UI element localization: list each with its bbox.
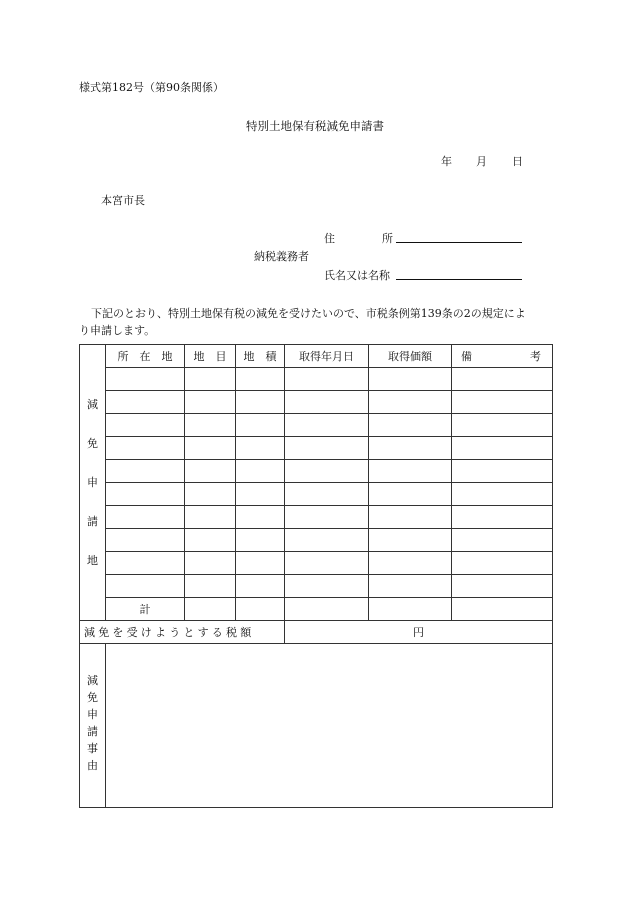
land-cell[interactable] (452, 506, 553, 529)
land-cell[interactable] (452, 460, 553, 483)
address-label-part-2: 所 (382, 232, 393, 245)
addressee: 本宮市長 (101, 194, 145, 207)
land-cell[interactable] (236, 368, 285, 391)
land-row (80, 506, 553, 529)
land-cell[interactable] (106, 391, 185, 414)
land-cell[interactable] (106, 368, 185, 391)
date-day-label: 日 (512, 155, 523, 168)
land-cell[interactable] (185, 483, 236, 506)
intro-text-line-2: り申請します。 (79, 324, 156, 337)
land-cell[interactable] (185, 575, 236, 598)
land-row (80, 460, 553, 483)
land-cell[interactable] (452, 529, 553, 552)
land-row (80, 575, 553, 598)
total-row (80, 598, 553, 621)
side-label-char: 減 (87, 398, 98, 411)
header-land-category: 地 目 (185, 345, 236, 368)
reason-field[interactable] (106, 644, 553, 808)
land-cell[interactable] (106, 460, 185, 483)
land-cell[interactable] (236, 391, 285, 414)
reason-label-cell (80, 644, 106, 808)
land-cell[interactable] (236, 414, 285, 437)
land-cell[interactable] (452, 552, 553, 575)
tax-amount-label: 減免を受けようとする税額 (80, 621, 285, 644)
land-cell[interactable] (236, 575, 285, 598)
land-cell[interactable] (185, 460, 236, 483)
form-number: 様式第182号（第90条関係） (79, 81, 224, 94)
land-cell[interactable] (106, 437, 185, 460)
land-cell[interactable] (285, 575, 369, 598)
land-cell[interactable] (369, 552, 452, 575)
land-cell[interactable] (236, 483, 285, 506)
header-remarks-part-2: 考 (530, 349, 541, 363)
date-month-label: 月 (476, 155, 487, 168)
header-remarks (452, 345, 553, 368)
total-cell[interactable] (452, 598, 553, 621)
land-cell[interactable] (369, 414, 452, 437)
land-row (80, 529, 553, 552)
land-cell[interactable] (369, 437, 452, 460)
land-cell[interactable] (185, 368, 236, 391)
land-cell[interactable] (369, 368, 452, 391)
intro-text-line-1: 下記のとおり、特別土地保有税の減免を受けたいので、市税条例第139条の2の規定によ (91, 307, 526, 320)
reason-label-char: 免 (87, 690, 98, 704)
land-row (80, 437, 553, 460)
address-label-part-1: 住 (324, 232, 335, 245)
land-cell[interactable] (452, 575, 553, 598)
reason-label-char: 由 (87, 758, 98, 772)
reason-label (80, 675, 105, 771)
header-acquisition-price: 取得価額 (369, 345, 452, 368)
reason-row (80, 644, 553, 808)
header-remarks-part-1: 備 (461, 349, 472, 363)
land-cell[interactable] (185, 414, 236, 437)
land-cell[interactable] (285, 391, 369, 414)
header-area: 地 積 (236, 345, 285, 368)
land-cell[interactable] (185, 391, 236, 414)
total-cell[interactable] (285, 598, 369, 621)
land-cell[interactable] (369, 460, 452, 483)
taxpayer-label: 納税義務者 (254, 250, 309, 263)
land-cell[interactable] (369, 529, 452, 552)
land-cell[interactable] (285, 460, 369, 483)
header-location: 所 在 地 (106, 345, 185, 368)
land-cell[interactable] (369, 506, 452, 529)
total-cell[interactable] (236, 598, 285, 621)
land-row (80, 368, 553, 391)
tax-amount-row (80, 621, 553, 644)
land-cell[interactable] (285, 368, 369, 391)
land-cell[interactable] (369, 483, 452, 506)
land-cell[interactable] (185, 437, 236, 460)
land-cell[interactable] (285, 414, 369, 437)
land-cell[interactable] (106, 483, 185, 506)
side-label-char: 請 (87, 515, 98, 528)
land-cell[interactable] (185, 529, 236, 552)
land-cell[interactable] (452, 368, 553, 391)
side-label-char: 地 (87, 554, 98, 567)
land-cell[interactable] (452, 391, 553, 414)
name-field[interactable] (396, 279, 522, 280)
application-table (79, 344, 553, 808)
land-cell[interactable] (236, 552, 285, 575)
header-row (80, 345, 553, 368)
land-cell[interactable] (236, 506, 285, 529)
header-acquisition-date: 取得年月日 (285, 345, 369, 368)
land-cell[interactable] (285, 506, 369, 529)
land-cell[interactable] (106, 552, 185, 575)
total-label: 計 (106, 598, 185, 621)
total-cell[interactable] (369, 598, 452, 621)
name-label: 氏名又は名称 (324, 269, 390, 282)
reason-label-char: 申 (87, 707, 98, 721)
reason-label-char: 事 (87, 741, 98, 755)
land-cell[interactable] (285, 483, 369, 506)
land-row (80, 414, 553, 437)
side-label-char: 免 (87, 437, 98, 450)
land-cell[interactable] (236, 460, 285, 483)
yen-unit: 円 (413, 625, 424, 639)
land-row (80, 552, 553, 575)
form-title: 特別土地保有税減免申請書 (246, 119, 384, 133)
land-row (80, 391, 553, 414)
land-row (80, 483, 553, 506)
land-cell[interactable] (452, 483, 553, 506)
reason-label-char: 請 (87, 724, 98, 738)
side-label-cell (80, 345, 106, 621)
land-cell[interactable] (106, 414, 185, 437)
date-year-label: 年 (441, 155, 452, 168)
land-cell[interactable] (106, 506, 185, 529)
land-cell[interactable] (236, 529, 285, 552)
land-cell[interactable] (106, 575, 185, 598)
reason-label-char: 減 (87, 673, 98, 687)
land-cell[interactable] (285, 529, 369, 552)
address-field[interactable] (396, 242, 522, 243)
land-cell[interactable] (452, 437, 553, 460)
land-cell[interactable] (185, 506, 236, 529)
side-label (80, 385, 105, 580)
land-cell[interactable] (369, 391, 452, 414)
land-cell[interactable] (185, 552, 236, 575)
land-cell[interactable] (236, 437, 285, 460)
land-cell[interactable] (106, 529, 185, 552)
land-cell[interactable] (452, 414, 553, 437)
land-cell[interactable] (369, 575, 452, 598)
side-label-char: 申 (87, 476, 98, 489)
land-cell[interactable] (285, 552, 369, 575)
total-cell[interactable] (185, 598, 236, 621)
land-cell[interactable] (285, 437, 369, 460)
tax-amount-field[interactable] (285, 621, 553, 644)
